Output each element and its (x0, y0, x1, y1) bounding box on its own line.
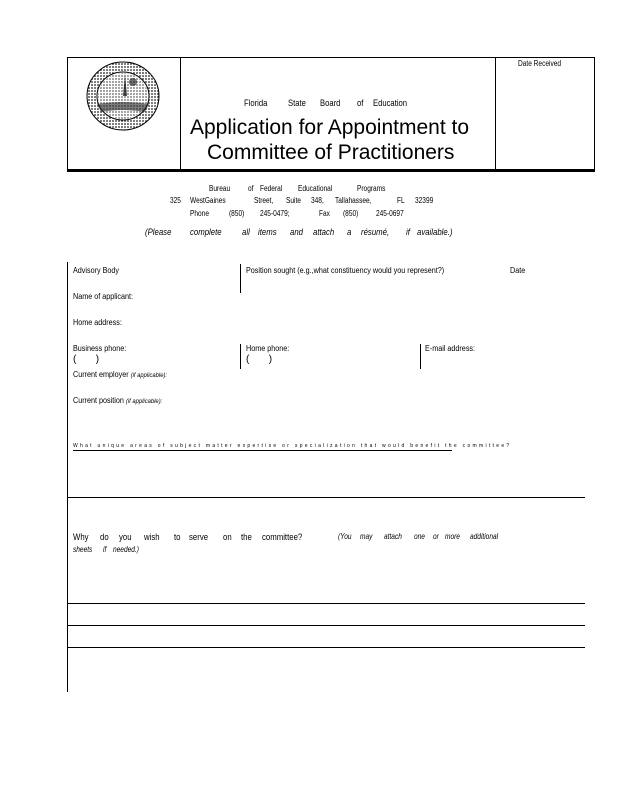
street-word: 348, (311, 196, 324, 205)
street-word: 32399 (415, 196, 434, 205)
header-divider-left (180, 57, 181, 170)
why-answer-line-2[interactable] (67, 625, 585, 626)
field-divider (420, 344, 421, 369)
why-word: do (100, 532, 109, 543)
position-sought-label: Position sought (e.g.,what constituency would you represent?) (246, 266, 445, 275)
current-position-label (73, 396, 162, 405)
current-employer-label (73, 370, 167, 379)
fax-word: Fax (319, 209, 330, 218)
why-answer-line-3[interactable] (67, 647, 585, 648)
header-divider-right (495, 57, 496, 170)
date-label: Date (510, 266, 526, 275)
florida-state-seal-icon (85, 60, 161, 132)
date-received-label: Date Received (518, 59, 562, 68)
phone-fax-line (0, 209, 618, 221)
current-employer-text: Current employer (73, 370, 129, 379)
agency-word: Board (320, 98, 341, 108)
why-note-word: additional (470, 532, 499, 541)
why-note-word: attach (384, 532, 402, 541)
bureau-word: of (248, 184, 254, 193)
why-note-word: or (433, 532, 439, 541)
phone-word: Phone (190, 209, 209, 218)
street-word: WestGaines (190, 196, 226, 205)
street-word: FL (397, 196, 405, 205)
bureau-line (0, 184, 618, 196)
why-word: to (174, 532, 181, 543)
instructions-word: attach (313, 227, 335, 238)
expertise-answer-line[interactable] (67, 497, 585, 498)
why-note-word: needed.) (113, 545, 139, 554)
business-phone-area-code[interactable]: ( ) (73, 354, 100, 365)
agency-word: Florida (244, 98, 268, 108)
why-word: on (223, 532, 232, 543)
agency-line (244, 98, 414, 110)
why-word: the (241, 532, 252, 543)
current-employer-note: (if applicable): (130, 372, 168, 379)
why-question (0, 532, 618, 546)
agency-word: of (357, 98, 364, 108)
current-position-note: (if applicable): (125, 398, 163, 405)
applicant-name-label: Name of applicant: (73, 292, 134, 301)
street-word: Suite (286, 196, 301, 205)
instructions-word: a (347, 227, 352, 238)
email-label: E-mail address: (425, 344, 476, 353)
why-word: Why (73, 532, 89, 543)
bureau-word: Educational (298, 184, 333, 193)
instructions-word: all (242, 227, 250, 238)
why-note-word: if (103, 545, 107, 554)
bureau-word: Bureau (209, 184, 231, 193)
page-title-line1: Application for Appointment to (190, 116, 470, 139)
instructions-word: complete (190, 227, 222, 238)
form-left-border (67, 262, 68, 692)
expertise-question-underline (73, 450, 452, 451)
street-line (0, 196, 618, 208)
home-phone-label: Home phone: (246, 344, 290, 353)
business-phone-label: Business phone: (73, 344, 127, 353)
why-note-word: sheets (73, 545, 93, 554)
why-note-word: (You (338, 532, 352, 541)
instructions-word: if (406, 227, 410, 238)
instructions-line (0, 227, 618, 241)
why-note-word: may (360, 532, 373, 541)
why-note-line2 (0, 545, 618, 557)
agency-word: State (288, 98, 306, 108)
current-position-text: Current position (73, 396, 124, 405)
why-note-word: more (445, 532, 460, 541)
bureau-word: Programs (357, 184, 386, 193)
fax-word: (850) (343, 209, 359, 218)
page-title-line2: Committee of Practitioners (207, 141, 455, 164)
agency-word: Education (373, 98, 408, 108)
why-word: serve (189, 532, 209, 543)
street-word: Tallahassee, (335, 196, 372, 205)
fax-word: 245-0697 (376, 209, 404, 218)
field-divider (240, 264, 241, 293)
why-note-word: one (414, 532, 425, 541)
why-word: committee? (262, 532, 303, 543)
instructions-word: available.) (417, 227, 453, 238)
phone-word: 245-0479; (260, 209, 290, 218)
header-bottom-rule (67, 170, 595, 172)
expertise-question: What unique areas of subject matter expertise or specialization that would benefit the committee? (73, 443, 512, 449)
instructions-word: (Please (145, 227, 172, 238)
advisory-body-label: Advisory Body (73, 266, 120, 275)
home-address-label: Home address: (73, 318, 122, 327)
field-divider (240, 344, 241, 369)
street-word: Street, (254, 196, 274, 205)
bureau-word: Federal (260, 184, 283, 193)
instructions-word: items (258, 227, 277, 238)
street-word: 325 (170, 196, 181, 205)
phone-word: (850) (229, 209, 245, 218)
why-answer-line-1[interactable] (67, 603, 585, 604)
why-word: you (119, 532, 132, 543)
instructions-word: résumé, (361, 227, 390, 238)
instructions-word: and (290, 227, 304, 238)
home-phone-area-code[interactable]: ( ) (246, 354, 273, 365)
why-word: wish (144, 532, 160, 543)
